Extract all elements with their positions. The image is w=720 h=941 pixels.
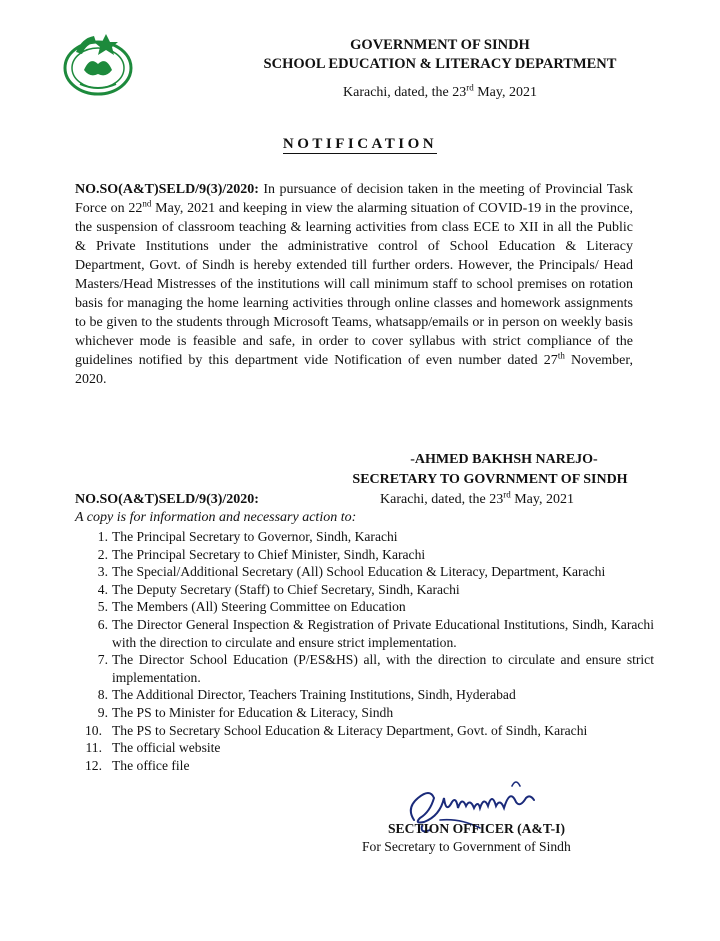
list-item: 10. The PS to Secretary School Education & Literacy Department, Govt. of Sindh, Karachi: [85, 722, 588, 738]
list-item: 5. The Members (All) Steering Committee on Education: [97, 599, 406, 615]
list-item: 9. The PS to Minister for Education & Literacy, Sindh: [97, 704, 394, 720]
copy-intro: A copy is for information and necessary action to:: [75, 510, 357, 525]
list-item: 3. The Special/Additional Secretary (All) School Education & Literacy, Department, Karachi: [97, 564, 606, 580]
notification-title: NOTIFICATION: [282, 136, 438, 152]
list-item: 7. The Director School Education (P/ES&HS) all, with the direction to circulate and ensure strict implementation.: [97, 652, 654, 685]
list-item: 2. The Principal Secretary to Chief Minister, Sindh, Karachi: [97, 546, 426, 562]
government-name: GOVERNMENT OF SINDH: [350, 37, 530, 53]
list-item: 12. The office file: [85, 757, 190, 773]
list-item: 1. The Principal Secretary to Governor, Sindh, Karachi: [97, 529, 398, 544]
letter-date: Karachi, dated, the 23rd May, 2021: [343, 82, 537, 100]
secretary-designation: SECRETARY TO GOVRNMENT OF SINDH: [352, 472, 628, 487]
letterhead: [230, 36, 650, 102]
secretary-name: -AHMED BAKHSH NAREJO-: [410, 452, 598, 467]
reference-number: NO.SO(A&T)SELD/9(3)/2020:: [75, 182, 259, 197]
list-item: 6. The Director General Inspection & Registration of Private Educational Institutions, Sindh, Karachi with the direction to circulate and ensure strict implementation.: [97, 616, 654, 650]
for-secretary-line: For Secretary to Government of Sindh: [362, 839, 571, 854]
copy-date: Karachi, dated, the 23rd May, 2021: [380, 489, 574, 507]
list-item: 8. The Additional Director, Teachers Training Institutions, Sindh, Hyderabad: [97, 687, 516, 703]
distribution-list: [84, 528, 654, 774]
notification-body: NO.SO(A&T)SELD/9(3)/2020: In pursuance of decision taken in the meeting of Provincial Task Force on 22nd May, 2021 and keeping in view the alarming situation of COVID-19 in the province, the suspension of classroom teaching & learning activities from class ECE to XII in all the Public & Private Institutions under the administrative control of School Education & Literacy Department, Govt. of Sindh is hereby extended till further orders. However, the Principals/ Head Masters/Head Mistresses of the institutions will call minimum staff to school premises on rotation basis for managing the home learning activities through online classes and homework assignments to be given to the students through Microsoft Teams, whatsapp/emails or in person on weekly basis whichever mode is feasible and safe, in order to cover syllabus with strict compliance of the guidelines notified by this department vide Notification of even number dated 27th November, 2020.: [75, 182, 634, 387]
department-name: SCHOOL EDUCATION & LITERACY DEPARTMENT: [263, 56, 617, 72]
sindh-government-emblem-icon: [62, 30, 134, 96]
secretary-signature-block: [300, 450, 680, 490]
list-item: 11. The official website: [85, 740, 221, 756]
copy-reference-number: NO.SO(A&T)SELD/9(3)/2020:: [75, 492, 259, 507]
list-item: 4. The Deputy Secretary (Staff) to Chief Secretary, Sindh, Karachi: [97, 581, 460, 597]
section-officer-title: SECTION OFFICER (A&T-I): [388, 821, 565, 836]
